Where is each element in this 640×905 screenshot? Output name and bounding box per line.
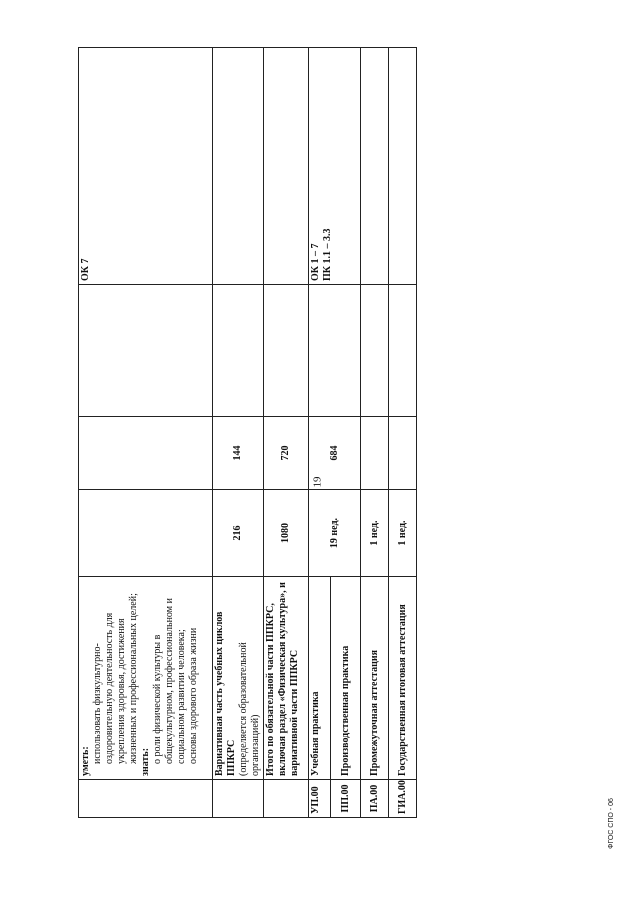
znat-label: знать: [140,747,151,776]
umet-label: уметь: [80,746,91,776]
competence-pk: ПК 1.1 – 3.3 [322,228,333,281]
description-cell [213,577,264,780]
total-cell [79,490,213,577]
competence-cell [361,48,389,285]
total-cell: 1 нед. [389,490,417,577]
curriculum-table [78,47,417,818]
discipline-cell [309,285,361,417]
table-row [309,48,331,818]
code-cell [264,780,309,818]
hours-cell: 144 [213,417,264,490]
znat-text-2: основы здорового образа жизни [188,627,199,764]
hours-cell: 720 [264,417,309,490]
znat-text-1: о роли физической культуры в общекультурном, профессиональном и социальном развитии человека; [152,598,187,764]
description-cell: Итого по обязательной части ППКРС, включая раздел «Физическая культура», и вариативной части ППКРС [264,577,309,780]
code-cell [79,780,213,818]
discipline-cell [264,285,309,417]
description-cell: Учебная практика [309,577,331,780]
hours-cell: 684 [309,417,361,490]
total-cell: 1 нед. [361,490,389,577]
total-cell: 1080 [264,490,309,577]
hours-cell [389,417,417,490]
description-cell: Промежуточная аттестация [361,577,389,780]
table-row [389,48,417,818]
row-subtitle: (определяется образовательной организацией) [238,642,261,776]
description-cell: Государственная итоговая аттестация [389,577,417,780]
discipline-cell [213,285,264,417]
code-cell [213,780,264,818]
code-cell: УП.00 [309,780,331,818]
total-cell: 216 [213,490,264,577]
discipline-cell [389,285,417,417]
code-cell: ПП.00 [331,780,361,818]
row-title: Вариативная часть учебных циклов ППКРС [214,611,237,776]
discipline-cell [361,285,389,417]
page-number: 19 [311,476,324,488]
hours-cell [361,417,389,490]
total-cell: 19 нед. [309,490,361,577]
discipline-cell [79,285,213,417]
code-cell: ПА.00 [361,780,389,818]
competence-cell [213,48,264,285]
hours-cell [79,417,213,490]
table-row [79,48,213,818]
competence-cell: ОК 7 [79,48,213,285]
code-cell: ГИА.00 [389,780,417,818]
umet-text: использовать физкультурно-оздоровительную деятельность для укрепления здоровья, достижения жизненных и профессиональных целей; [92,593,139,764]
table-row [213,48,264,818]
competence-cell [309,48,361,285]
document-footer: ФГОС СПО - 06 [607,798,615,849]
competence-cell [389,48,417,285]
table-row [361,48,389,818]
description-cell [79,577,213,780]
competence-ok: ОК 1 – 7 [310,243,321,281]
description-cell: Производственная практика [331,577,361,780]
competence-cell [264,48,309,285]
table-row [264,48,309,818]
rotated-table-frame [78,48,408,818]
